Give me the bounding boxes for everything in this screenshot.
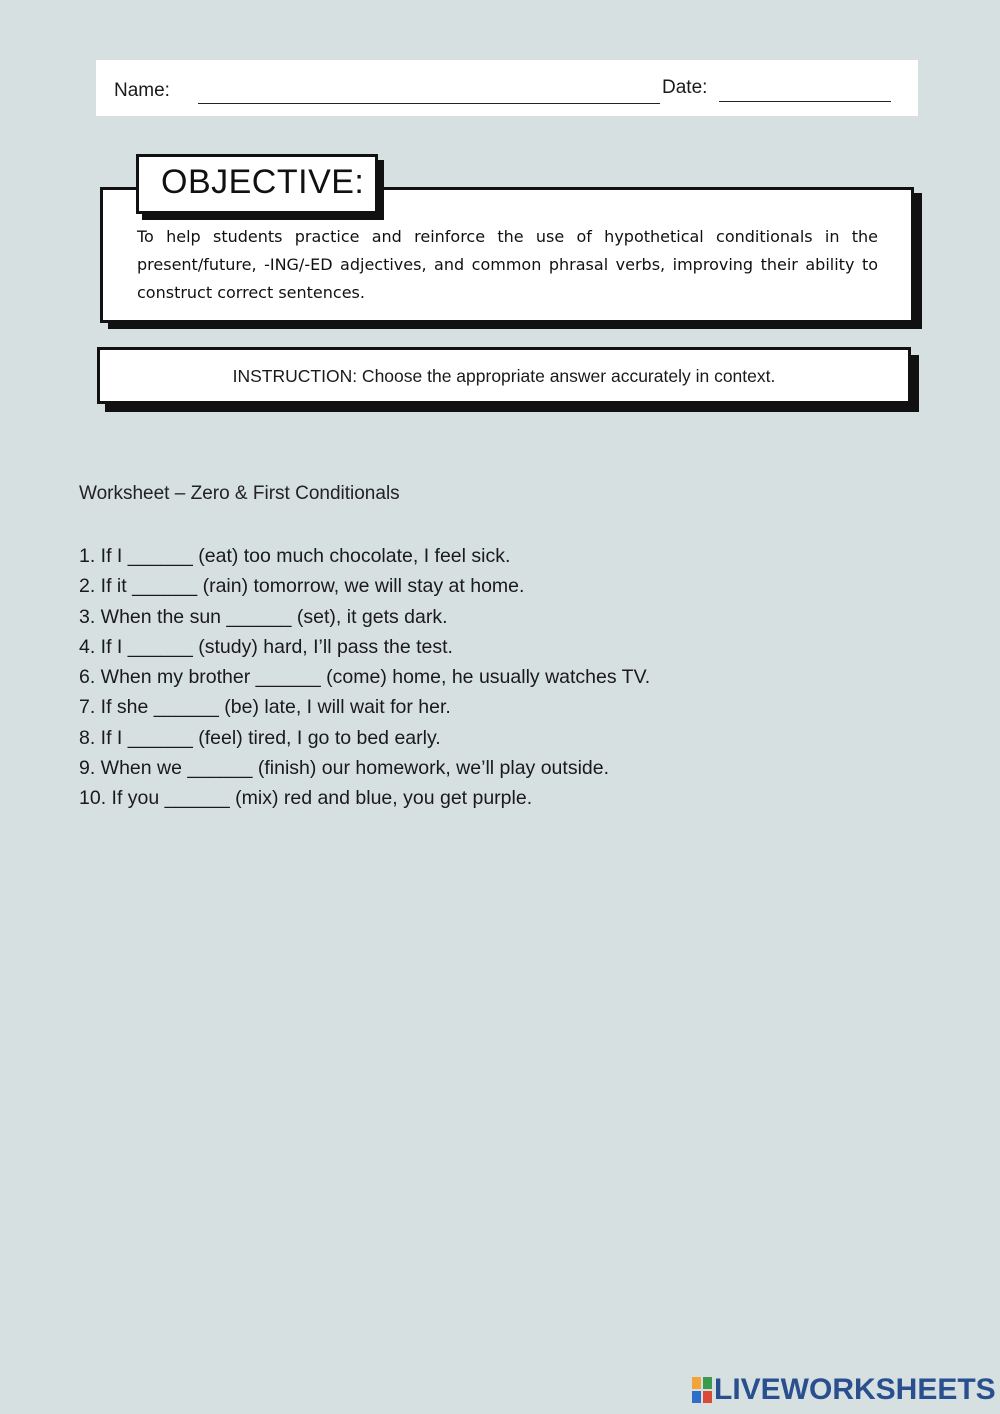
question-item: 2. If it ______ (rain) tomorrow, we will stay at home.	[79, 575, 525, 598]
date-label: Date:	[662, 77, 708, 98]
question-item: 8. If I ______ (feel) tired, I go to bed early.	[79, 726, 441, 749]
question-item: 9. When we ______ (finish) our homework, we’ll play outside.	[79, 757, 610, 780]
name-date-header	[96, 60, 918, 116]
question-item: 6. When my brother ______ (come) home, he usually watches TV.	[79, 666, 651, 689]
instruction-box	[97, 347, 911, 404]
objective-title: OBJECTIVE:	[161, 163, 365, 201]
liveworksheets-logo-icon	[692, 1377, 712, 1403]
question-item: 7. If she ______ (be) late, I will wait for her.	[79, 696, 451, 719]
liveworksheets-logo	[692, 1375, 996, 1405]
name-label: Name:	[114, 80, 170, 101]
objective-tab	[136, 154, 378, 214]
question-item: 1. If I ______ (eat) too much chocolate, I feel sick.	[79, 545, 511, 567]
instruction-text: INSTRUCTION: Choose the appropriate answer accurately in context.	[232, 366, 776, 386]
question-item: 10. If you ______ (mix) red and blue, you get purple.	[79, 787, 533, 810]
objective-text: To help students practice and reinforce the use of hypothetical conditionals in the present/future, -ING/-ED adjectives, and common phrasal verbs, improving their ability to construct correct sentences.	[137, 227, 878, 302]
question-item: 3. When the sun ______ (set), it gets dark.	[79, 605, 448, 628]
date-field[interactable]	[719, 101, 891, 102]
question-item: 4. If I ______ (study) hard, I’ll pass the test.	[79, 635, 453, 658]
worksheet-title: Worksheet – Zero & First Conditionals	[79, 483, 400, 504]
logo-text: LIVEWORKSHEETS	[714, 1373, 996, 1406]
name-field[interactable]	[198, 103, 660, 104]
question-list	[79, 541, 650, 814]
